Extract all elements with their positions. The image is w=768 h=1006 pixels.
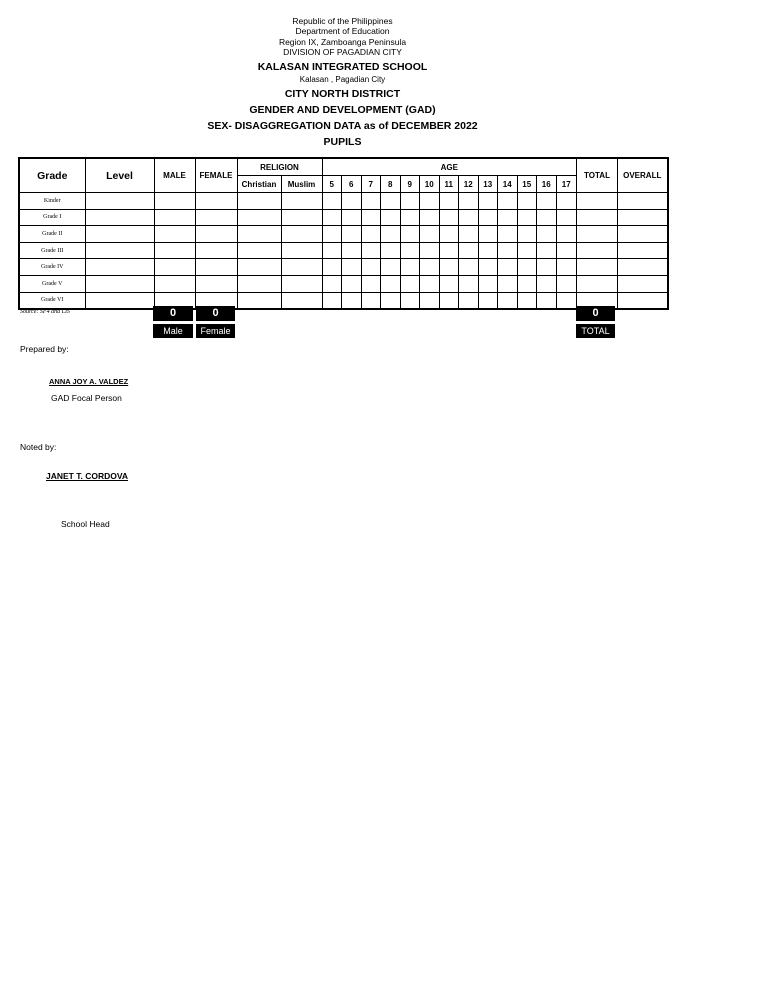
table-cell (517, 275, 537, 292)
table-cell (237, 209, 281, 226)
table-cell (618, 292, 668, 309)
table-cell (361, 242, 381, 259)
head-name: JANET T. CORDOVA (46, 471, 129, 481)
table-cell (556, 259, 577, 276)
table-cell (381, 226, 401, 243)
source-note: Source: SF4 and LIS (20, 309, 70, 315)
table-cell (322, 275, 342, 292)
table-cell (361, 259, 381, 276)
table-cell (195, 193, 237, 210)
table-cell (85, 226, 154, 243)
table-cell (459, 209, 479, 226)
age-16-header: 16 (537, 176, 557, 193)
table-cell (478, 226, 498, 243)
table-cell (439, 292, 459, 309)
table-cell (237, 242, 281, 259)
row-grade-label: Grade VI (19, 292, 85, 309)
table-cell (517, 292, 537, 309)
age-5-header: 5 (322, 176, 342, 193)
overall-header: OVERALL (618, 158, 668, 193)
table-row (19, 275, 668, 292)
table-row (19, 292, 668, 309)
table-cell (154, 209, 195, 226)
table-cell (195, 275, 237, 292)
table-cell (400, 275, 420, 292)
table-row (19, 226, 668, 243)
table-cell (498, 292, 518, 309)
table-cell (517, 209, 537, 226)
preparer-title: GAD Focal Person (51, 393, 122, 403)
grand-total-value: 0 (576, 306, 615, 321)
table-cell (342, 209, 362, 226)
table-cell (154, 275, 195, 292)
age-9-header: 9 (400, 176, 420, 193)
table-header-row (19, 158, 668, 176)
table-cell (478, 193, 498, 210)
table-cell (381, 242, 401, 259)
table-cell (361, 226, 381, 243)
table-cell (195, 242, 237, 259)
table-cell (281, 193, 322, 210)
report-title: SEX- DISAGGREGATION DATA as of DECEMBER 2022 (207, 120, 478, 132)
program-title: GENDER AND DEVELOPMENT (GAD) (249, 104, 436, 116)
table-cell (537, 292, 557, 309)
age-12-header: 12 (459, 176, 479, 193)
table-cell (618, 193, 668, 210)
age-7-header: 7 (361, 176, 381, 193)
table-cell (517, 226, 537, 243)
table-cell (577, 259, 618, 276)
department-line: Department of Education (295, 26, 390, 36)
table-body (19, 193, 668, 310)
table-cell (237, 226, 281, 243)
age-header: AGE (322, 158, 577, 176)
table-cell (400, 292, 420, 309)
table-cell (556, 209, 577, 226)
table-cell (537, 242, 557, 259)
female-total-value: 0 (196, 306, 235, 321)
table-cell (420, 275, 440, 292)
grade-header: Grade (19, 158, 85, 193)
table-cell (237, 193, 281, 210)
table-cell (85, 193, 154, 210)
table-row (19, 209, 668, 226)
division-line: DIVISION OF PAGADIAN CITY (283, 47, 402, 57)
table-cell (478, 209, 498, 226)
table-cell (439, 242, 459, 259)
table-cell (237, 275, 281, 292)
table-cell (322, 193, 342, 210)
table-cell (381, 209, 401, 226)
table-cell (577, 226, 618, 243)
total-header: TOTAL (577, 158, 618, 193)
table-cell (420, 226, 440, 243)
table-cell (322, 259, 342, 276)
table-cell (281, 292, 322, 309)
table-cell (517, 193, 537, 210)
table-cell (420, 209, 440, 226)
table-cell (361, 292, 381, 309)
table-cell (478, 242, 498, 259)
table-cell (154, 242, 195, 259)
table-cell (537, 226, 557, 243)
muslim-header: Muslim (281, 176, 322, 193)
age-6-header: 6 (342, 176, 362, 193)
female-total-label: Female (196, 324, 235, 338)
noted-by-label: Noted by: (20, 442, 57, 452)
table-cell (498, 242, 518, 259)
table-cell (400, 242, 420, 259)
table-cell (85, 292, 154, 309)
table-cell (498, 275, 518, 292)
table-row (19, 193, 668, 210)
male-total-value: 0 (153, 306, 193, 321)
table-cell (498, 226, 518, 243)
table-cell (281, 275, 322, 292)
table-cell (420, 193, 440, 210)
table-cell (85, 242, 154, 259)
table-cell (478, 259, 498, 276)
table-cell (400, 259, 420, 276)
row-grade-label: Grade I (19, 209, 85, 226)
table-cell (342, 193, 362, 210)
table-cell (577, 242, 618, 259)
head-title: School Head (61, 519, 110, 529)
table-cell (618, 259, 668, 276)
table-cell (322, 292, 342, 309)
table-cell (281, 209, 322, 226)
table-cell (342, 259, 362, 276)
table-cell (281, 259, 322, 276)
table-cell (618, 209, 668, 226)
table-cell (556, 242, 577, 259)
table-cell (154, 193, 195, 210)
row-grade-label: Kinder (19, 193, 85, 210)
table-cell (498, 193, 518, 210)
district-name: CITY NORTH DISTRICT (284, 88, 401, 100)
table-cell (281, 226, 322, 243)
table-cell (400, 209, 420, 226)
table-cell (459, 292, 479, 309)
table-cell (381, 275, 401, 292)
table-row (19, 259, 668, 276)
table-cell (577, 209, 618, 226)
table-cell (342, 292, 362, 309)
table-cell (439, 226, 459, 243)
school-name: KALASAN INTEGRATED SCHOOL (257, 61, 428, 73)
table-cell (154, 226, 195, 243)
prepared-by-label: Prepared by: (20, 344, 69, 354)
table-cell (400, 193, 420, 210)
republic-line: Republic of the Philippines (292, 16, 393, 26)
table-cell (154, 259, 195, 276)
table-cell (322, 209, 342, 226)
table-cell (517, 242, 537, 259)
age-11-header: 11 (439, 176, 459, 193)
table-cell (618, 242, 668, 259)
table-cell (281, 242, 322, 259)
preparer-name: ANNA JOY A. VALDEZ (49, 377, 129, 386)
table-cell (381, 292, 401, 309)
table-cell (195, 209, 237, 226)
grand-total-label: TOTAL (576, 324, 615, 338)
table-cell (618, 226, 668, 243)
table-cell (556, 193, 577, 210)
table-cell (361, 193, 381, 210)
table-cell (342, 275, 362, 292)
row-grade-label: Grade V (19, 275, 85, 292)
table-cell (195, 259, 237, 276)
row-grade-label: Grade II (19, 226, 85, 243)
table-cell (556, 226, 577, 243)
table-cell (361, 209, 381, 226)
table-cell (537, 275, 557, 292)
table-row (19, 242, 668, 259)
table-cell (537, 193, 557, 210)
christian-header: Christian (237, 176, 281, 193)
table-cell (537, 259, 557, 276)
male-total-label: Male (153, 324, 193, 338)
table-cell (439, 259, 459, 276)
group-title: PUPILS (323, 136, 362, 148)
table-cell (381, 193, 401, 210)
table-cell (498, 259, 518, 276)
table-cell (322, 226, 342, 243)
age-13-header: 13 (478, 176, 498, 193)
school-address: Kalasan , Pagadian City (299, 75, 386, 84)
table-cell (577, 275, 618, 292)
table-cell (556, 275, 577, 292)
table-cell (237, 259, 281, 276)
table-cell (342, 242, 362, 259)
table-cell (498, 209, 518, 226)
table-cell (361, 275, 381, 292)
table-cell (478, 292, 498, 309)
table-cell (420, 242, 440, 259)
table-cell (459, 275, 479, 292)
male-header: MALE (154, 158, 195, 193)
table-cell (459, 242, 479, 259)
age-15-header: 15 (517, 176, 537, 193)
age-17-header: 17 (556, 176, 577, 193)
table-cell (556, 292, 577, 309)
table-cell (85, 209, 154, 226)
table-cell (459, 226, 479, 243)
row-grade-label: Grade IV (19, 259, 85, 276)
table-cell (85, 275, 154, 292)
table-cell (577, 193, 618, 210)
table-cell (478, 275, 498, 292)
religion-header: RELIGION (237, 158, 322, 176)
table-cell (322, 242, 342, 259)
table-cell (439, 275, 459, 292)
table-cell (439, 209, 459, 226)
female-header: FEMALE (195, 158, 237, 193)
table-cell (459, 259, 479, 276)
region-line: Region IX, Zamboanga Peninsula (278, 37, 407, 47)
table-cell (400, 226, 420, 243)
age-8-header: 8 (381, 176, 401, 193)
table-cell (237, 292, 281, 309)
table-cell (420, 259, 440, 276)
disaggregation-table (18, 157, 669, 310)
table-cell (517, 259, 537, 276)
table-cell (420, 292, 440, 309)
table-cell (618, 275, 668, 292)
table-cell (342, 226, 362, 243)
age-10-header: 10 (420, 176, 440, 193)
table-cell (459, 193, 479, 210)
table-cell (537, 209, 557, 226)
row-grade-label: Grade III (19, 242, 85, 259)
level-header: Level (85, 158, 154, 193)
table-cell (439, 193, 459, 210)
table-cell (195, 226, 237, 243)
age-14-header: 14 (498, 176, 518, 193)
table-cell (381, 259, 401, 276)
table-cell (85, 259, 154, 276)
